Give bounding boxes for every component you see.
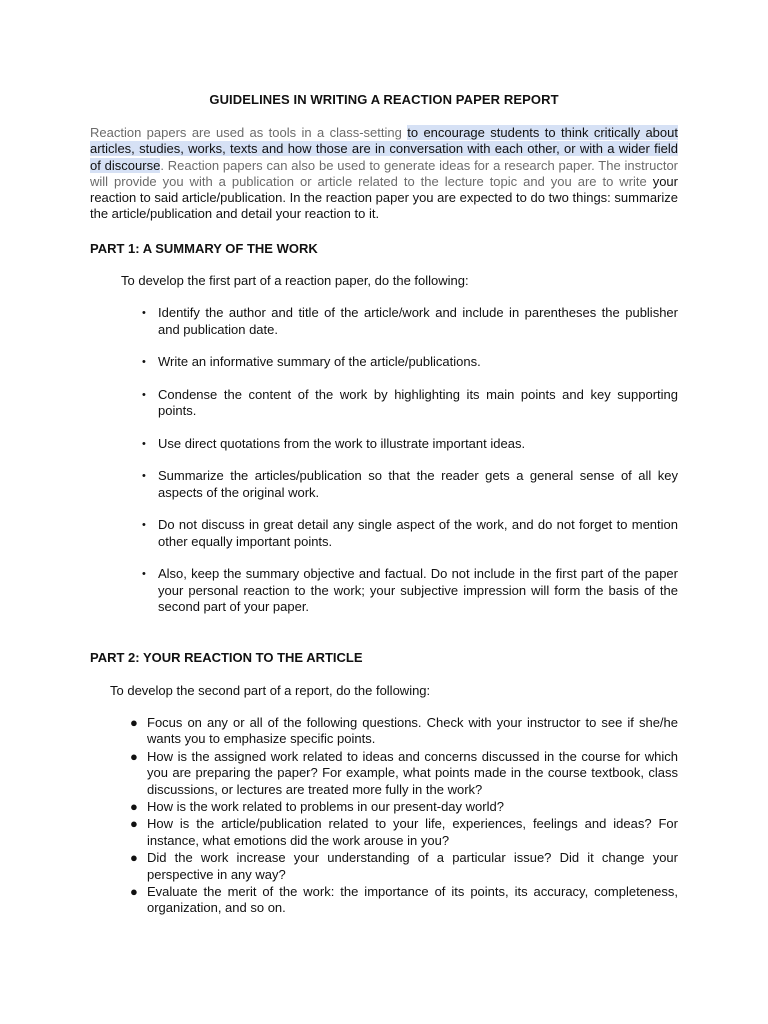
bullet-icon: •	[142, 388, 146, 401]
list-item-text: Do not discuss in great detail any single aspect of the work, and do not forget to mention other equally important points.	[158, 517, 678, 549]
bullet-icon: ●	[130, 799, 138, 815]
list-item-text: Summarize the articles/publication so that the reader gets a general sense of all key aspects of the original work.	[158, 468, 678, 500]
part2-list	[130, 715, 678, 918]
list-item	[130, 884, 678, 917]
intro-text-1: Reaction papers are used as tools in a class-setting	[90, 125, 408, 140]
list-item-text: How is the work related to problems in our present-day world?	[147, 799, 504, 815]
list-item-text: Did the work increase your understanding of a particular issue? Did it change your perspective in any way?	[147, 850, 678, 882]
bullet-icon: •	[142, 307, 146, 319]
list-item	[130, 816, 678, 849]
list-item-text: Focus on any or all of the following questions. Check with your instructor to see if she/he wants you to emphasize specific points.	[147, 715, 678, 747]
part1-heading: PART 1: A SUMMARY OF THE WORK	[90, 241, 318, 256]
intro-text-2: . Reaction papers can also be used to generate ideas for a research paper. The instructor will provide you with a publication or article related to the lecture topic and you are to write	[90, 157, 679, 189]
bullet-icon: ●	[130, 715, 138, 730]
list-item-text: Also, keep the summary objective and factual. Do not include in the first part of the paper your personal reaction to the work; your subjective impression will form the basis of the second part of your paper.	[158, 566, 678, 614]
bullet-icon: ●	[130, 748, 138, 764]
list-item	[142, 354, 678, 371]
list-item	[142, 566, 678, 616]
list-item-text: How is the assigned work related to ideas and concerns discussed in the course for which you are preparing the paper? For example, what points made in the course textbook, class discussions, or lectures are treated more fully in the work?	[147, 748, 678, 797]
intro-text-3: your reaction to said article/publication. In the reaction paper you are expected to do two things: summarize the article/publication and detail your reaction to it.	[90, 173, 678, 222]
list-item-text: Write an informative summary of the article/publications.	[158, 354, 481, 369]
list-item-text: Use direct quotations from the work to illustrate important ideas.	[158, 435, 526, 451]
bullet-icon: •	[142, 470, 146, 482]
part1-list	[142, 305, 678, 632]
list-item	[130, 799, 678, 815]
list-item	[130, 749, 678, 798]
bullet-icon: ●	[130, 884, 138, 900]
list-item-text: Condense the content of the work by highlighting its main points and key supporting points.	[158, 386, 678, 418]
list-item	[142, 517, 678, 550]
list-item	[130, 715, 678, 748]
list-item	[130, 850, 678, 883]
list-item	[142, 387, 678, 420]
bullet-icon: •	[142, 568, 146, 580]
list-item	[142, 305, 678, 338]
bullet-icon: ●	[130, 850, 138, 866]
list-item-text: Evaluate the merit of the work: the importance of its points, its accuracy, completeness, organization, and so on.	[147, 884, 678, 916]
bullet-icon: •	[142, 356, 146, 368]
part1-lead: To develop the first part of a reaction paper, do the following:	[121, 273, 469, 288]
list-item	[142, 436, 678, 453]
document-title: GUIDELINES IN WRITING A REACTION PAPER REPORT	[209, 92, 559, 107]
bullet-icon: •	[142, 519, 146, 531]
part2-lead: To develop the second part of a report, do the following:	[110, 683, 431, 698]
intro-paragraph	[90, 125, 678, 223]
part2-heading: PART 2: YOUR REACTION TO THE ARTICLE	[90, 650, 363, 665]
list-item-text: Identify the author and title of the article/work and include in parentheses the publisher and publication date.	[158, 305, 678, 337]
bullet-icon: ●	[130, 816, 138, 832]
list-item	[142, 468, 678, 501]
bullet-icon: •	[142, 437, 146, 450]
list-item-text: How is the article/publication related to your life, experiences, feelings and ideas? For instance, what emotions did the work arouse in you?	[147, 816, 678, 848]
intro-highlighted-text: to encourage students to think critically about articles, studies, works, texts and how those are in conversation with each other, or with a wider field of discourse	[90, 125, 678, 173]
